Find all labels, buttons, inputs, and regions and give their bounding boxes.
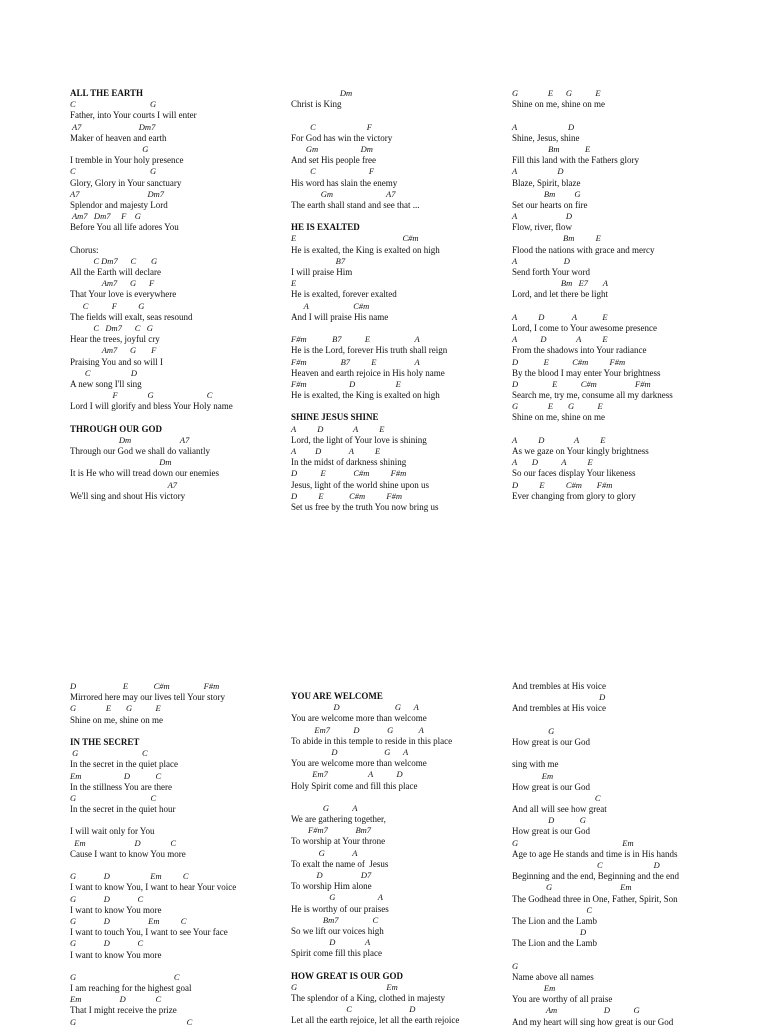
lyric-line: Search me, try me, consume all my darkness (512, 390, 673, 401)
song-title: HOW GREAT IS OUR GOD (291, 970, 404, 981)
lyric-line: In the stillness You are there (70, 781, 172, 792)
lyric-line: To abide in this temple to reside in this place (291, 735, 453, 746)
lyric-line: Lord I will glorify and bless Your Holy name (70, 401, 233, 412)
chord-line: E (291, 278, 297, 289)
spacer (70, 412, 270, 423)
lyric-line: And all will see how great (512, 804, 607, 815)
chord-line: A D A E (291, 423, 385, 434)
chord-line: Em7 D G A (291, 724, 424, 735)
spacer (512, 424, 712, 435)
lyric-line: Father, into Your courts I will enter (70, 110, 197, 121)
spacer (512, 950, 712, 961)
chord-line: A7 (70, 479, 178, 490)
chord-line: G C (70, 792, 157, 803)
lyric-line: Shine on me, shine on me (70, 714, 163, 725)
chord-line: D (512, 927, 587, 938)
lyric-line: For God has win the victory (291, 132, 393, 143)
column-2-top (291, 88, 491, 513)
chord-line: D E C#m F#m (512, 356, 626, 367)
chord-line: Em D C (70, 837, 177, 848)
chord-line: G (512, 725, 555, 736)
spacer (70, 860, 270, 871)
lyric-line: Maker of heaven and earth (70, 132, 167, 143)
chord-line: A D A E (512, 457, 593, 468)
chord-line: G E G E (512, 401, 603, 412)
lyric-line: The fields will exalt, seas resound (70, 311, 193, 322)
lyric-line: Spirit come fill this place (291, 948, 382, 959)
chord-line: Am7 G F (70, 345, 157, 356)
chord-line: F#m B7 E A (291, 356, 420, 367)
lyric-line: The Godhead three in One, Father, Spirit, Son (512, 893, 678, 904)
chord-line: C G (70, 166, 157, 177)
lyric-line: As we gaze on Your kingly brightness (512, 446, 649, 456)
lyric-line: That I might receive the prize (70, 1005, 177, 1016)
lyric-line: It is He who will tread down our enemies (70, 468, 219, 479)
chord-line: A D A E (291, 446, 381, 456)
lyric-line: How great is our God (512, 781, 590, 792)
chord-line: D D7 (291, 870, 372, 880)
chord-line: Dm (70, 457, 172, 468)
spacer (512, 748, 712, 759)
chord-line: Am D G (512, 1005, 640, 1016)
lyric-line: In the secret in the quiet place (70, 759, 178, 770)
chord-line: Dm A7 (70, 434, 190, 445)
lyric-line: Holy Spirit come and fill this place (291, 780, 418, 791)
lyric-line: And I will praise His name (291, 311, 389, 322)
chord-line: G A (291, 892, 383, 903)
lyric-line: Let all the earth rejoice, let all the earth rejoice (291, 1015, 460, 1026)
lyric-line: He is the Lord, forever His truth shall reign (291, 345, 448, 356)
lyric-line: And trembles at His voice (512, 703, 606, 714)
chord-line: A7 Dm7 (70, 188, 164, 199)
chord-line: G (512, 960, 519, 971)
lyric-line: In the secret in the quiet hour (70, 804, 176, 815)
column-2-bottom (291, 691, 491, 1027)
chord-line: Em D C (70, 770, 162, 781)
chord-line: D E C#m F#m (512, 378, 651, 389)
lyric-line: Christ is King (291, 99, 342, 110)
lyric-line: Shine on me, shine on me (512, 412, 605, 423)
chord-line: A C#m (291, 300, 370, 311)
lyric-line: He is exalted, the King is exalted on high (291, 244, 440, 255)
lyric-line: You are welcome more than welcome (291, 713, 427, 724)
chord-line: Am7 G F (70, 278, 155, 289)
chord-line: D E C#m F#m (70, 681, 220, 691)
column-1-top (70, 88, 270, 502)
column-1-bottom (70, 681, 270, 1028)
chord-line: G A (291, 802, 358, 813)
lyric-line: By the blood I may enter Your brightness (512, 367, 661, 378)
lyric-line: I want to know You more (70, 904, 162, 915)
chord-line: A D A E (512, 311, 608, 322)
lyric-line: The splendor of a King, clothed in majesty (291, 993, 445, 1004)
lyric-line: The Lion and the Lamb (512, 915, 597, 926)
lyric-line: I will praise Him (291, 267, 353, 277)
spacer (70, 815, 270, 826)
lyric-line: To worship Him alone (291, 881, 372, 892)
spacer (291, 960, 491, 971)
lyric-line: I want to know You more (70, 949, 162, 960)
lyric-line: Lord, the light of Your love is shining (291, 434, 427, 445)
spacer (291, 401, 491, 412)
column-3-bottom (512, 681, 712, 1028)
lyric-line: Flood the nations with grace and mercy (512, 244, 655, 255)
chord-line: F#m7 Bm7 (291, 825, 372, 836)
chord-line: Dm (291, 88, 353, 98)
chord-line: A D A E (512, 434, 606, 445)
chord-line: C D (70, 367, 138, 378)
lyric-line: Ever changing from glory to glory (512, 490, 636, 501)
chord-line: G E G E (512, 88, 601, 98)
song-title: ALL THE EARTH (70, 88, 144, 98)
lyric-line: Cause I want to know You more (70, 848, 186, 859)
lyric-line: Set our hearts on fire (512, 199, 588, 210)
lyric-line: Lord, and let there be light (512, 289, 608, 300)
chord-line: G Em (512, 837, 634, 848)
chord-line: A D (512, 121, 575, 132)
song-title: SHINE JESUS SHINE (291, 412, 379, 423)
chord-line: C F (291, 121, 372, 132)
chord-line: Bm7 C (291, 914, 379, 925)
song-title: HE IS EXALTED (291, 222, 360, 233)
lyric-line: You are welcome more than welcome (291, 758, 427, 769)
chord-line: D G A (291, 702, 419, 713)
chord-line: C F (291, 166, 375, 177)
lyric-line: Beginning and the end, Beginning and the end (512, 871, 679, 882)
chord-line: G E G E (70, 703, 161, 714)
chord-line: D A (291, 937, 371, 948)
lyric-line: How great is our God (512, 826, 590, 837)
chord-line: Gm A7 (291, 188, 396, 199)
lyric-line: So we lift our voices high (291, 925, 384, 936)
lyric-line: Shine on me, shine on me (512, 99, 605, 110)
spacer (512, 110, 712, 121)
lyric-line: Lord, I come to Your awesome presence (512, 322, 657, 333)
chord-line: G D Em C (70, 915, 187, 926)
lyric-line: The Lion and the Lamb (512, 938, 597, 949)
chord-line: Bm G (512, 188, 581, 199)
chord-line: D (512, 692, 606, 703)
chord-line: B7 (291, 255, 346, 266)
spacer (70, 233, 270, 244)
chord-line: Bm E (512, 233, 601, 244)
chord-line: A D (512, 166, 564, 177)
lyric-line: A new song I'll sing (70, 378, 142, 389)
lyric-line: Fill this land with the Fathers glory (512, 155, 639, 166)
lyric-line: Flow, river, flow (512, 222, 573, 233)
lyric-line: I want to touch You, I want to see Your face (70, 927, 228, 938)
spacer (291, 792, 491, 803)
lyric-line: Blaze, Spirit, blaze (512, 177, 581, 188)
lyric-line: To exalt the name of Jesus (291, 858, 389, 869)
lyric-line: I will wait only for You (70, 826, 155, 837)
chord-line: A D (512, 211, 573, 222)
chord-line: G Em (291, 981, 398, 992)
spacer (291, 323, 491, 334)
chord-line: Bm E7 A (512, 278, 608, 289)
chord-line: A D (512, 255, 570, 266)
chord-line: D E C#m F#m (291, 468, 407, 479)
lyric-line: Mirrored here may our lives tell Your story (70, 692, 225, 703)
lyric-line: And trembles at His voice (512, 681, 606, 691)
chord-line: G (70, 143, 149, 154)
chord-line: G D Em C (70, 871, 189, 882)
spacer (70, 726, 270, 737)
chord-line: F#m B7 E A (291, 334, 420, 345)
lyric-line: He is exalted, the King is exalted on high (291, 390, 440, 401)
chord-line: Gm Dm (291, 143, 373, 154)
lyric-line: You are worthy of all praise (512, 994, 613, 1005)
chord-line: Bm E (512, 143, 591, 154)
lyric-line: sing with me (512, 759, 559, 770)
chord-line: G A (291, 847, 358, 858)
lyric-line: Hear the trees, joyful cry (70, 334, 160, 345)
lyric-line: We'll sing and shout His victory (70, 490, 186, 501)
chord-line: C D (512, 860, 660, 870)
chord-line: Em7 A D (291, 769, 403, 780)
chord-line: G D C (70, 893, 144, 904)
chord-line: C F G (70, 300, 145, 311)
chord-line: G D C (70, 938, 144, 949)
lyric-line: Send forth Your word (512, 267, 591, 277)
chord-line: C Dm7 C G (70, 255, 158, 266)
lyric-line: I tremble in Your holy presence (70, 155, 184, 166)
chord-line: C Dm7 C G (70, 322, 153, 333)
spacer (512, 301, 712, 312)
lyric-line: Name above all names (512, 971, 594, 982)
lyric-line: And set His people free (291, 155, 376, 166)
lyric-line: To worship at Your throne (291, 836, 386, 847)
chord-line: Em D C (70, 994, 162, 1005)
chord-line: A7 Dm7 (70, 121, 156, 132)
lyric-line: The earth shall stand and see that ... (291, 199, 420, 210)
lyric-line: Splendor and majesty Lord (70, 199, 168, 210)
chord-line: D G A (291, 746, 409, 757)
lyric-line: Age to age He stands and time is in His hands (512, 848, 678, 859)
lyric-line: Set us free by the truth You now bring us (291, 501, 439, 512)
lyric-line: Jesus, light of the world shine upon us (291, 479, 429, 490)
lyric-line: That Your love is everywhere (70, 289, 177, 300)
song-title: THROUGH OUR GOD (70, 423, 163, 434)
lyric-line: From the shadows into Your radiance (512, 345, 647, 356)
lyric-line: So our faces display Your likeness (512, 468, 636, 479)
chord-line: Em (512, 983, 556, 994)
lyric-line: Chorus: (70, 244, 99, 255)
chord-line: F G C (70, 390, 213, 401)
chord-line: Am7 Dm7 F G (70, 211, 141, 222)
lyric-line: In the midst of darkness shining (291, 457, 407, 468)
lyric-line: We are gathering together, (291, 814, 386, 825)
lyric-line: I want to know You, I want to hear Your voice (70, 882, 237, 893)
chord-line: A D A E (512, 334, 608, 345)
lyric-line: Heaven and earth rejoice in His holy name (291, 367, 445, 378)
chord-line: D E C#m F#m (512, 479, 613, 490)
chord-line: Em (512, 770, 554, 781)
chord-line: C G (70, 99, 157, 110)
chord-line: G C (70, 971, 180, 982)
chord-line: G C (70, 748, 148, 759)
spacer (70, 961, 270, 972)
lyric-line: He is exalted, forever exalted (291, 289, 397, 300)
lyric-line: Praising You and so will I (70, 356, 164, 367)
spacer (291, 110, 491, 121)
song-title: YOU ARE WELCOME (291, 691, 383, 701)
chord-line: F#m D E (291, 378, 401, 389)
lyric-line: I am reaching for the highest goal (70, 983, 192, 994)
chord-line: C D (291, 1004, 416, 1015)
lyric-line: He is worthy of our praises (291, 903, 389, 914)
chord-line: C (512, 904, 593, 915)
chord-line: C (512, 792, 601, 803)
lyric-line: Shine, Jesus, shine (512, 132, 580, 143)
chord-line: E C#m (291, 233, 419, 244)
lyric-line: Through our God we shall do valiantly (70, 446, 210, 456)
lyric-line: All the Earth will declare (70, 267, 161, 277)
song-title: IN THE SECRET (70, 736, 140, 747)
chord-line: D G (512, 815, 586, 826)
spacer (512, 715, 712, 726)
column-3-top (512, 88, 712, 502)
chord-line: G Em (512, 882, 632, 893)
lyric-line: Glory, Glory in Your sanctuary (70, 177, 182, 188)
chord-line: D E C#m F#m (291, 490, 402, 501)
lyric-line: Before You all life adores You (70, 222, 179, 233)
chord-line: G C (70, 1016, 193, 1027)
lyric-line: And my heart will sing how great is our God (512, 1016, 674, 1027)
lyric-line: How great is our God (512, 736, 590, 747)
lyric-line: His word has slain the enemy (291, 177, 398, 188)
spacer (291, 211, 491, 222)
